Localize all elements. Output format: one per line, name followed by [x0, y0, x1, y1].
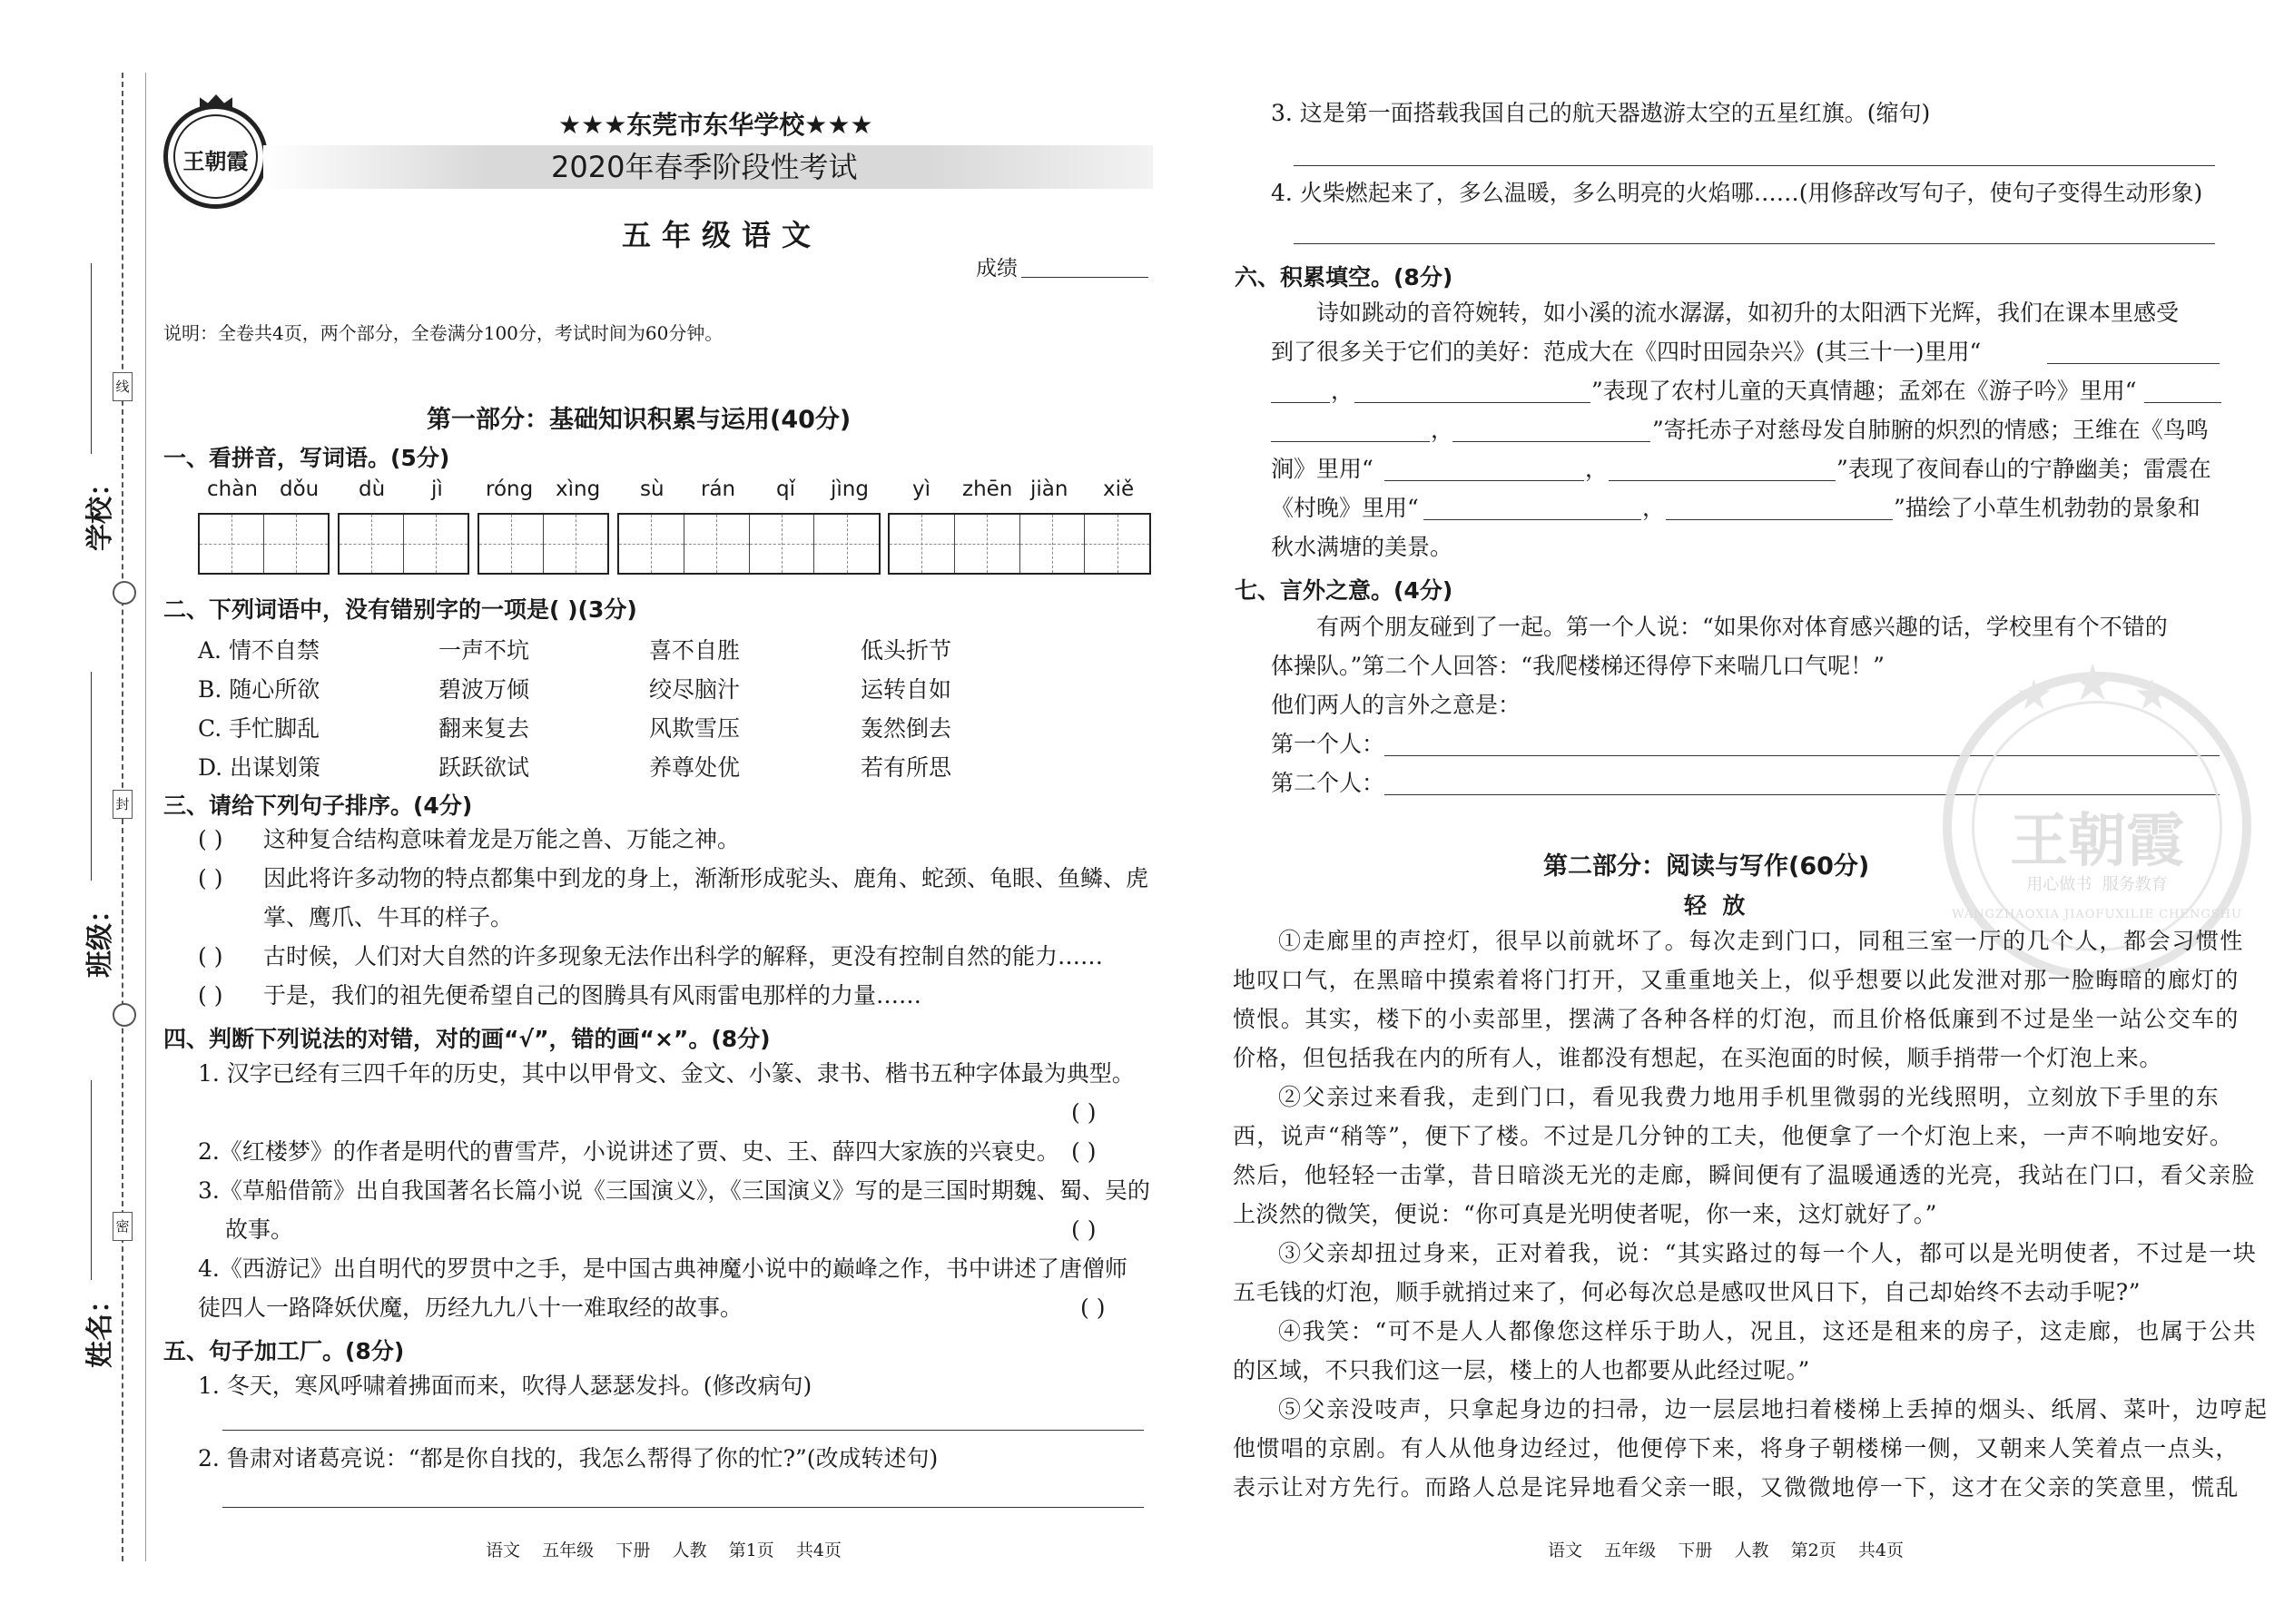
q4-item-3: 3.《草船借箭》出自我国著名长篇小说《三国演义》，《三国演义》写的是三国时期魏、蜀、吴的: [198, 1177, 1150, 1204]
pinyin-1: dǒu: [280, 477, 320, 501]
q4-title: 四、判断下列说法的对错，对的画“√”，错的画“×”。(8分): [163, 1026, 771, 1052]
answer-grid-3[interactable]: [478, 513, 609, 575]
q2-option-d4: 若有所思: [861, 754, 952, 781]
school-name: ★★★东莞市东华学校★★★: [558, 110, 873, 140]
crown-icon: [200, 94, 232, 109]
pinyin-2: dù: [359, 477, 386, 501]
q5-answer-line-1[interactable]: [222, 1430, 1144, 1431]
q6-comma-3: ，: [1585, 456, 1609, 482]
q6-line-2: 到了很多关于它们的美好：范成大在《四时田园杂兴》(其三十一)里用“: [1271, 339, 1982, 365]
q2-option-a2: 一声不坑: [438, 637, 530, 664]
q2-option-a3: 喜不自胜: [649, 637, 741, 664]
story-line-2: 地叹口气，在黑暗中摸索着将门打开，又重重地关上，似乎想要以此发泄对那一脸晦暗的廊灯的: [1233, 967, 2240, 993]
q6-blank-3[interactable]: [2144, 402, 2221, 403]
q6-blank-7[interactable]: [1423, 519, 1641, 520]
q3-bracket-4[interactable]: ( ): [198, 982, 223, 1009]
q3-item-3: 古时候，人们对大自然的许多现象无法作出科学的解释，更没有控制自然的能力……: [263, 943, 1104, 969]
pinyin-12: jiàn: [1030, 477, 1068, 501]
story-line-9: ③父亲却扭过身来，正对着我，说：“其实路过的每一个人，都可以是光明使者，不过是一块: [1278, 1240, 2258, 1266]
q4-bracket-2[interactable]: ( ): [1071, 1138, 1097, 1165]
q2-title: 二、下列词语中，没有错别字的一项是( )(3分): [163, 596, 637, 623]
q7-line-2: 体操队。”第二个人回答：“我爬楼梯还得停下来喘几口气呢！”: [1271, 653, 1885, 679]
logo-text: 王朝霞: [182, 148, 249, 174]
q6-line-8: ”描绘了小草生机勃勃的景象和: [1894, 495, 2200, 521]
q6-line-6: ”表现了夜间春山的宁静幽美；雷震在: [1836, 456, 2211, 482]
q7-line-1: 有两个朋友碰到了一起。第一个人说：“如果你对体育感兴趣的话，学校里有个不错的: [1316, 614, 2168, 640]
q4-bracket-4[interactable]: ( ): [1080, 1294, 1106, 1321]
q4-item-1: 1. 汉字已经有三四千年的历史，其中以甲骨文、金文、小篆、隶书、楷书五种字体最为典型。: [198, 1060, 1135, 1087]
q3-item-2: 因此将许多动物的特点都集中到龙的身上，渐渐形成驼头、鹿角、蛇颈、龟眼、鱼鳞、虎: [263, 865, 1149, 891]
seal-tag-line: 线: [113, 372, 133, 401]
q5-item-4: 4. 火柴燃起来了，多么温暖，多么明亮的火焰哪……(用修辞改写句子，使句子变得生动形象): [1271, 180, 2203, 206]
q6-comma-1: ，: [1331, 378, 1354, 404]
q2-option-c2: 翻来复去: [438, 715, 530, 742]
q3-item-4: 于是，我们的祖先便希望自己的图腾具有风雨雷电那样的力量……: [263, 982, 922, 1009]
answer-grid-5[interactable]: [888, 513, 1151, 575]
q5-answer-line-3[interactable]: [1294, 165, 2215, 166]
q6-blank-1-cont[interactable]: [1271, 402, 1330, 403]
score-field[interactable]: [1021, 277, 1148, 278]
q2-option-c3: 风欺雪压: [649, 715, 741, 742]
seal-tag-secret: 密: [113, 1212, 133, 1241]
story-line-5: ②父亲过来看我，走到门口，看见我费力地用手机里微弱的光线照明，立刻放下手里的东: [1278, 1084, 2220, 1110]
q6-line-7: 《村晚》里用“: [1271, 495, 1419, 521]
q3-item-1: 这种复合结构意味着龙是万能之兽、万能之神。: [263, 826, 741, 852]
watermark-star-icon: ★: [2015, 670, 2053, 719]
q3-bracket-1[interactable]: ( ): [198, 826, 223, 852]
q2-option-b4: 运转自如: [861, 676, 952, 703]
pinyin-5: xìng: [556, 477, 601, 501]
answer-grid-4[interactable]: [617, 513, 881, 575]
subject-title: 五年级语文: [622, 218, 822, 252]
story-line-3: 愤恨。其实，楼下的小卖部里，摆满了各种各样的灯泡，而且价格低廉到不过是坐一站公交车的: [1233, 1006, 2240, 1032]
q4-item-4: 4.《西游记》出自明代的罗贯中之手，是中国古典神魔小说中的巅峰之作，书中讲述了唐僧师: [198, 1255, 1127, 1282]
pinyin-0: chàn: [207, 477, 258, 501]
watermark-ring: WANGZHAOXIA JIAOFUXILIE CHENGSHU: [1952, 908, 2242, 921]
q4-bracket-1[interactable]: ( ): [1071, 1099, 1097, 1126]
score-label: 成绩: [976, 257, 1018, 281]
q2-option-a1[interactable]: A. 情不自禁: [198, 637, 320, 664]
q6-blank-4[interactable]: [1452, 441, 1650, 442]
q1-title: 一、看拼音，写词语。(5分): [163, 445, 450, 471]
q6-blank-6[interactable]: [1609, 480, 1836, 481]
watermark-star-icon: ★: [2070, 654, 2116, 713]
story-line-11: ④我笑：“可不是人人都像您这样乐于助人，况且，这还是租来的房子，这走廊，也属于公共: [1278, 1318, 2258, 1344]
q6-line-5: 涧》里用“: [1271, 456, 1373, 482]
q4-item-2: 2.《红楼梦》的作者是明代的曹雪芹，小说讲述了贾、史、王、薛四大家族的兴衰史。: [198, 1138, 1059, 1165]
q2-option-b2: 碧波万倾: [438, 676, 530, 703]
pinyin-11: zhēn: [962, 477, 1013, 501]
q6-blank-2[interactable]: [1354, 402, 1590, 403]
story-line-4: 价格，但包括我在内的所有人，谁都没有想起，在买泡面的时候，顺手捎带一个灯泡上来。: [1233, 1045, 2163, 1071]
pinyin-10: yì: [912, 477, 931, 501]
pinyin-6: sù: [640, 477, 665, 501]
q3-item-2-cont: 掌、鹰爪、牛耳的样子。: [263, 904, 514, 930]
q7-line-3: 他们两人的言外之意是：: [1271, 692, 1521, 718]
q6-line-1: 诗如跳动的音符婉转，如小溪的流水潺潺，如初升的太阳洒下光辉，我们在课本里感受: [1316, 300, 2180, 326]
class-label: 班级：: [84, 896, 116, 978]
pinyin-3: jì: [431, 477, 443, 501]
name-label: 姓名：: [84, 1286, 116, 1368]
exam-title: 2020年春季阶段性考试: [551, 150, 858, 184]
binding-hole-icon: [113, 1003, 136, 1027]
story-line-12: 的区域，不只我们这一层，楼上的人也都要从此经过呢。”: [1233, 1357, 1810, 1383]
part1-title: 第一部分：基础知识积累与运用(40分): [427, 406, 852, 434]
footer-left: 语文 五年级 下册 人教 第1页 共4页: [486, 1540, 842, 1560]
margin-rule: [145, 73, 146, 1561]
story-line-8: 上淡然的微笑，便说：“你可真是光明使者呢，你一来，这灯就好了。”: [1233, 1201, 1937, 1227]
q4-item-3-cont: 故事。: [225, 1216, 294, 1243]
q3-title: 三、请给下列句子排序。(4分): [163, 792, 473, 819]
watermark-star-icon: ★: [2133, 670, 2171, 719]
class-line[interactable]: [91, 672, 92, 881]
q2-option-b1[interactable]: B. 随心所欲: [198, 676, 320, 703]
q2-option-d3: 养尊处优: [649, 754, 741, 781]
q6-comma-2: ，: [1431, 417, 1454, 443]
watermark-slogan: 用心做书 服务教育: [2026, 875, 2168, 894]
q7-line-5: 第二个人：: [1271, 770, 1385, 796]
q7-line-4: 第一个人：: [1271, 731, 1385, 757]
story-line-7: 然后，他轻轻一击掌，昔日暗淡无光的走廊，瞬间便有了温暖通透的光亮，我站在门口，看父亲脸: [1233, 1162, 2256, 1188]
q2-option-c4: 轰然倒去: [861, 715, 952, 742]
story-line-6: 西，说声“稍等”，便下了楼。不过是几分钟的工夫，他便拿了一个灯泡上来，一声不响地安好。: [1233, 1123, 2234, 1149]
q6-blank-3-cont[interactable]: [1271, 441, 1430, 442]
q6-title: 六、积累填空。(8分): [1235, 264, 1453, 290]
q5-answer-line-4[interactable]: [1294, 243, 2215, 244]
pinyin-7: rán: [701, 477, 736, 501]
pinyin-9: jìng: [831, 477, 869, 501]
q5-item-2: 2. 鲁肃对诸葛亮说：“都是你自找的，我怎么帮得了你的忙?”(改成转述句): [198, 1445, 939, 1471]
story-line-14: 他惯唱的京剧。有人从他身边经过，他便停下来，将身子朝楼梯一侧，又朝来人笑着点一点头，: [1233, 1435, 2240, 1462]
part2-title: 第二部分：阅读与写作(60分): [1543, 852, 1870, 881]
story-line-10: 五毛钱的灯泡，顺手就捎过来了，何必每次总是感叹世风日下，自己却始终不去动手呢?”: [1233, 1279, 2141, 1305]
q7-title: 七、言外之意。(4分): [1235, 577, 1453, 604]
binding-hole-icon: [113, 581, 136, 605]
pinyin-13: xiě: [1103, 477, 1135, 501]
q6-line-3: ”表现了农村儿童的天真情趣；孟郊在《游子吟》里用“: [1591, 378, 2137, 404]
q4-bracket-3[interactable]: ( ): [1071, 1216, 1097, 1243]
answer-grid-1[interactable]: [198, 513, 330, 575]
q6-line-4: ”寄托赤子对慈母发自肺腑的炽烈的情感；王维在《鸟鸣: [1652, 417, 2209, 443]
q4-item-4-cont: 徒四人一路降妖伏魔，历经九九八十一难取经的故事。: [198, 1294, 743, 1321]
pinyin-8: qǐ: [776, 477, 795, 501]
q5-answer-line-2[interactable]: [222, 1507, 1144, 1508]
school-line[interactable]: [91, 263, 92, 454]
story-title: 轻 放: [1684, 892, 1746, 919]
seal-tag-seal: 封: [113, 790, 133, 819]
story-line-15: 表示让对方先行。而路人总是诧异地看父亲一眼，又微微地停一下，这才在父亲的笑意里，慌乱: [1233, 1474, 2240, 1501]
q2-option-d1[interactable]: D. 出谋划策: [198, 754, 321, 781]
q6-comma-4: ，: [1642, 495, 1666, 521]
q5-item-3: 3. 这是第一面搭载我国自己的航天器遨游太空的五星红旗。(缩句): [1271, 100, 1931, 126]
q5-title: 五、句子加工厂。(8分): [163, 1338, 405, 1364]
story-line-1: ①走廊里的声控灯，很早以前就坏了。每次走到门口，同租三室一厅的几个人，都会习惯性: [1278, 928, 2245, 954]
q6-blank-5[interactable]: [1384, 480, 1584, 481]
watermark-name: 王朝霞: [2010, 807, 2184, 875]
q2-option-a4: 低头折节: [861, 637, 952, 664]
school-label: 学校：: [84, 469, 116, 551]
q6-blank-1[interactable]: [2047, 363, 2220, 364]
q5-item-1: 1. 冬天，寒风呼啸着拂面而来，吹得人瑟瑟发抖。(修改病句): [198, 1373, 812, 1399]
name-line[interactable]: [91, 1080, 92, 1280]
q2-option-d2: 跃跃欲试: [438, 754, 530, 781]
brand-logo: [163, 104, 268, 209]
q3-bracket-3[interactable]: ( ): [198, 943, 223, 969]
q2-option-b3: 绞尽脑汁: [649, 676, 741, 703]
q3-bracket-2[interactable]: ( ): [198, 865, 223, 891]
story-line-13: ⑤父亲没吱声，只拿起身边的扫帚，边一层层地扫着楼梯上丢掉的烟头、纸屑、菜叶，边哼起: [1278, 1396, 2269, 1422]
answer-grid-2[interactable]: [338, 513, 469, 575]
q6-blank-8[interactable]: [1666, 519, 1893, 520]
pinyin-4: róng: [486, 477, 534, 501]
footer-right: 语文 五年级 下册 人教 第2页 共4页: [1548, 1540, 1904, 1560]
q6-line-9: 秋水满塘的美景。: [1271, 534, 1453, 560]
q2-option-c1[interactable]: C. 手忙脚乱: [198, 715, 320, 742]
exam-note: 说明：全卷共4页，两个部分，全卷满分100分，考试时间为60分钟。: [163, 322, 724, 344]
